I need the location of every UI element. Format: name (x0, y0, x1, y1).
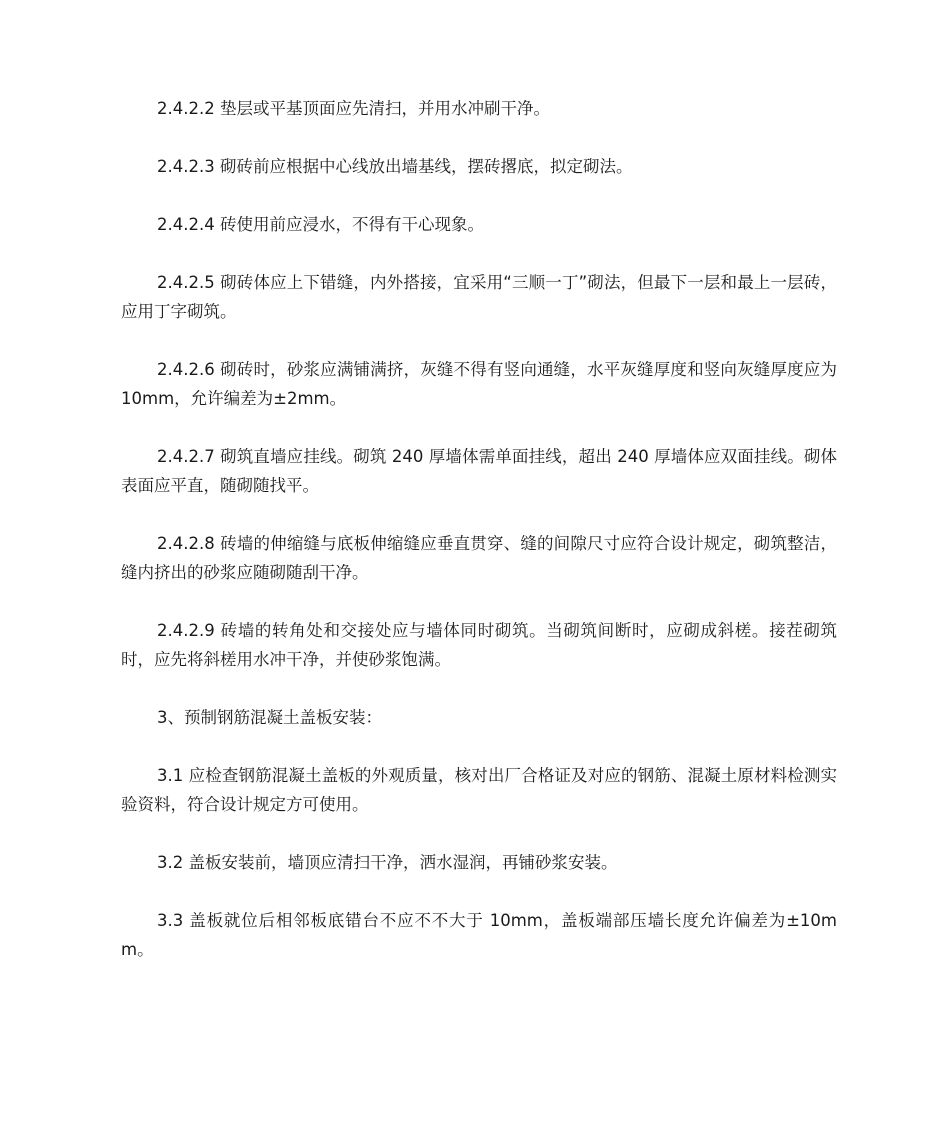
paragraph-2-4-2-7: 2.4.2.7 砌筑直墙应挂线。砌筑 240 厚墙体需单面挂线，超出 240 厚墙体应双面挂线。砌体表面应平直，随砌随找平。 (121, 447, 837, 495)
section-heading-3: 3、预制钢筋混凝土盖板安装： (157, 708, 382, 727)
paragraph-2-4-2-6: 2.4.2.6 砌砖时，砂浆应满铺满挤，灰缝不得有竖向通缝，水平灰缝厚度和竖向灰缝厚度应为 10mm，允许编差为±2mm。 (121, 360, 837, 408)
paragraph-2-4-2-5: 2.4.2.5 砌砖体应上下错缝，内外搭接，宜采用“三顺一丁”砌法，但最下一层和最上一层砖，应用丁字砌筑。 (121, 273, 837, 321)
document-body (121, 94, 837, 993)
paragraph-2-4-2-2: 2.4.2.2 垫层或平基顶面应先清扫，并用水冲刷干净。 (157, 99, 550, 118)
paragraph-3-2: 3.2 盖板安装前，墙顶应清扫干净，洒水湿润，再铺砂浆安装。 (157, 853, 618, 872)
paragraph-2-4-2-9: 2.4.2.9 砖墙的转角处和交接处应与墙体同时砌筑。当砌筑间断时，应砌成斜槎。接茬砌筑时，应先将斜槎用水冲干净，并使砂浆饱满。 (121, 621, 837, 669)
paragraph-3-1: 3.1 应检查钢筋混凝土盖板的外观质量，核对出厂合格证及对应的钢筋、混凝土原材料检测实验资料，符合设计规定方可使用。 (121, 766, 837, 814)
paragraph-2-4-2-3: 2.4.2.3 砌砖前应根据中心线放出墙基线，摆砖撂底，拟定砌法。 (157, 157, 633, 176)
paragraph-2-4-2-4: 2.4.2.4 砖使用前应浸水，不得有干心现象。 (157, 215, 484, 234)
paragraph-2-4-2-8: 2.4.2.8 砖墙的伸缩缝与底板伸缩缝应垂直贯穿、缝的间隙尺寸应符合设计规定，砌筑整洁，缝内挤出的砂浆应随砌随刮干净。 (121, 534, 837, 582)
paragraph-3-3: 3.3 盖板就位后相邻板底错台不应不不大于 10mm，盖板端部压墙长度允许偏差为±10mm。 (121, 911, 837, 959)
